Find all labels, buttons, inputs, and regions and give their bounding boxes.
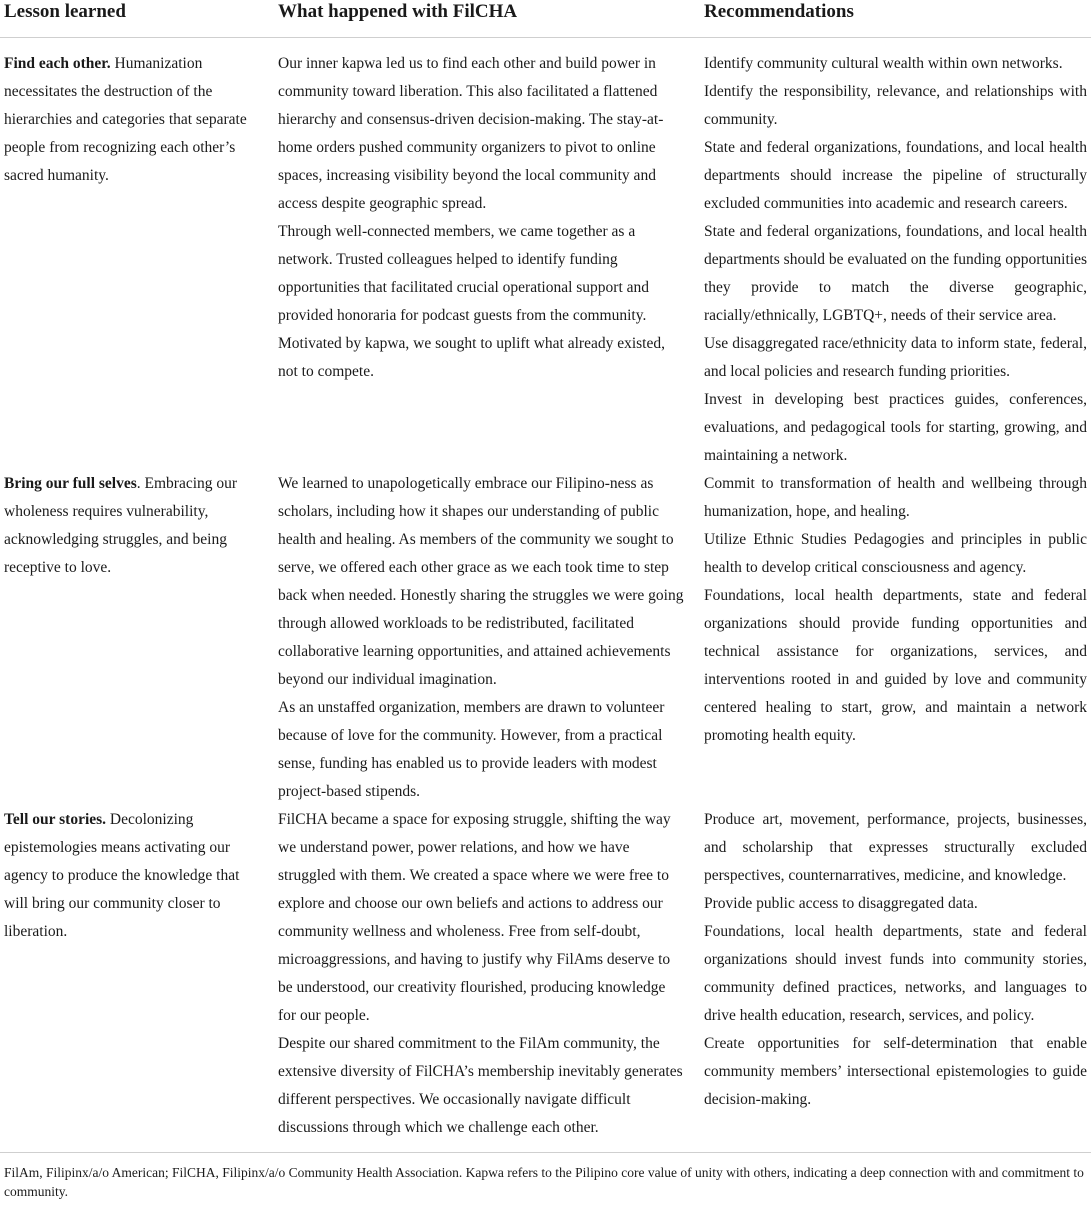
recommendations-cell (704, 38, 1091, 471)
lesson-cell (0, 38, 278, 471)
table-footnote: FilAm, Filipinx/a/o American; FilCHA, Filipinx/a/o Community Health Association. Kapwa refers to the Pilipino core value of unity with others, indicating a deep connection with and commitment to community. (4, 1165, 1084, 1199)
recommendation-item: Provide public access to disaggregated data. (704, 895, 978, 912)
what-happened-cell (278, 38, 704, 471)
recommendation-item: State and federal organizations, foundations, and local health departments should increase the pipeline of structurally excluded communities into academic and research careers. (704, 139, 1087, 212)
recommendation-item: Use disaggregated race/ethnicity data to inform state, federal, and local policies and research funding priorities. (704, 335, 1087, 380)
recommendation-item: Foundations, local health departments, state and federal organizations should provide funding opportunities and technical assistance for organizations, services, and interventions rooted in and guided by love and community centered healing to start, grow, and maintain a network promoting health equity. (704, 587, 1087, 744)
recommendation-item: Utilize Ethnic Studies Pedagogies and principles in public health to develop critical consciousness and agency. (704, 531, 1087, 576)
what-paragraph: Motivated by kapwa, we sought to uplift what already existed, not to compete. (278, 335, 665, 380)
recommendation-item: Commit to transformation of health and wellbeing through humanization, hope, and healing. (704, 475, 1087, 520)
what-paragraph: Our inner kapwa led us to find each other and build power in community toward liberation. This also facilitated a flattened hierarchy and consensus-driven decision-making. The stay-at-home orders pushed community organizers to pivot to online spaces, increasing visibility beyond the local community and access despite geographic spread. (278, 55, 664, 212)
what-happened-cell (278, 470, 704, 806)
lesson-text: . Embracing our wholeness requires vulnerability, acknowledging struggles, and being receptive to love. (4, 475, 238, 576)
recommendation-item: Produce art, movement, performance, projects, businesses, and scholarship that expresses structurally excluded perspectives, counternarratives, medicine, and knowledge. (704, 811, 1087, 884)
table-row (0, 38, 1091, 471)
recommendation-item: Identify community cultural wealth within own networks. (704, 55, 1063, 72)
lesson-cell (0, 470, 278, 806)
header-recommendations: Recommendations (704, 1, 854, 22)
recommendation-item: Identify the responsibility, relevance, and relationships with community. (704, 83, 1087, 128)
recommendations-cell (704, 470, 1091, 806)
what-paragraph: FilCHA became a space for exposing struggle, shifting the way we understand power, power relations, and how we have struggled with them. We created a space where we were free to explore and choose our own beliefs and actions to address our community wellness and wholeness. Free from self-doubt, microaggressions, and having to justify why FilAms deserve to be understood, our creativity flourished, producing knowledge for our people. (278, 811, 671, 1024)
lesson-title: Bring our full selves (4, 475, 137, 492)
lesson-text: Decolonizing epistemologies means activating our agency to produce the knowledge that will bring our community closer to liberation. (4, 811, 240, 940)
lesson-cell (0, 806, 278, 1142)
what-paragraph: Despite our shared commitment to the FilAm community, the extensive diversity of FilCHA’s membership inevitably generates different perspectives. We occasionally navigate difficult discussions through which we challenge each other. (278, 1035, 683, 1136)
what-paragraph: We learned to unapologetically embrace our Filipino-ness as scholars, including how it shapes our understanding of public health and healing. As members of the community we sought to serve, we offered each other grace as we each took time to step back when needed. Honestly sharing the struggles we were going through allowed workloads to be redistributed, facilitated collaborative learning opportunities, and attained achievements beyond our individual imagination. (278, 475, 684, 688)
recommendation-item: Foundations, local health departments, state and federal organizations should invest funds into community stories, community defined practices, networks, and languages to drive health education, research, services, and policy. (704, 923, 1087, 1024)
table-row (0, 470, 1091, 806)
header-what-happened: What happened with FilCHA (278, 1, 518, 22)
table-row (0, 806, 1091, 1142)
recommendation-item: State and federal organizations, foundations, and local health departments should be evaluated on the funding opportunities they provide to match the diverse geographic, racially/ethnically, LGBTQ+, needs of their service area. (704, 223, 1087, 324)
what-happened-cell (278, 806, 704, 1142)
lesson-title: Tell our stories. (4, 811, 107, 828)
footnote-divider (0, 1152, 1091, 1153)
recommendation-item: Create opportunities for self-determination that enable community members’ intersectional epistemologies to guide decision-making. (704, 1035, 1087, 1108)
table-header-row (0, 0, 1091, 38)
what-paragraph: As an unstaffed organization, members are drawn to volunteer because of love for the community. However, from a practical sense, funding has enabled us to provide leaders with modest project-based stipends. (278, 699, 665, 800)
what-paragraph: Through well-connected members, we came together as a network. Trusted colleagues helped to identify funding opportunities that facilitated crucial operational support and provided honoraria for podcast guests from the community. (278, 223, 650, 324)
recommendation-item: Invest in developing best practices guides, conferences, evaluations, and pedagogical tools for starting, growing, and maintaining a network. (704, 391, 1087, 464)
lesson-title: Find each other. (4, 55, 111, 72)
recommendations-cell (704, 806, 1091, 1142)
lesson-text: Humanization necessitates the destruction of the hierarchies and categories that separate people from recognizing each other’s sacred humanity. (4, 55, 247, 184)
header-lesson-learned: Lesson learned (4, 1, 126, 22)
